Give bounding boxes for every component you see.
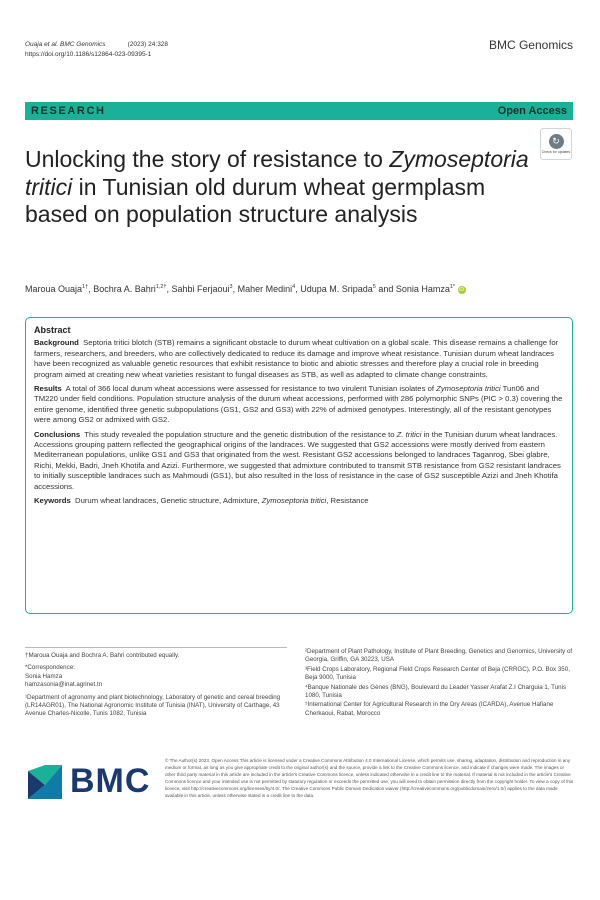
citation-authors: Ouaja et al. BMC Genomics [25, 41, 106, 48]
author-name[interactable]: Sahbi Ferjaoui [171, 284, 230, 294]
abstract-results: Results A total of 366 local durum wheat accessions were assessed for resistance to two virulent Tunisian isolates of Zymoseptoria tritici Tun06 and TM220 under field conditions. Population structure analysis of the durum wheat accessions, performed with 286 polymorphic SNPs (PIC > 0.3) covering the entire genome, identified three genetic subpopulations (GS1, GS2 and GS3) with 22% of admixed genotypes. Interestingly, all of the resistant genotypes were among GS2 or admixed with GS2. [34, 384, 563, 425]
footnotes-left [25, 648, 290, 723]
title-species: Zymoseptoria tritici [25, 146, 529, 200]
bmc-logo [28, 762, 150, 801]
footnote-affiliation-2: ²Department of Plant Pathology, Institute of Plant Breeding, Genetics and Genomics, University of Georgia, Griffin, GA 30223, USA [305, 648, 573, 664]
author-name[interactable]: Bochra A. Bahri [93, 284, 156, 294]
abstract-keywords: Keywords Durum wheat landraces, Genetic structure, Admixture, Zymoseptoria tritici, Resistance [34, 496, 369, 506]
author-name[interactable]: Maroua Ouaja [25, 284, 83, 294]
author-list: Maroua Ouaja$^{1\dagger}$, Bochra A. Bahri$^{1,2\dagger}$, Sahbi Ferjaoui$^3$, Maher Medini$^4$, Udupa M. Sripada$^5$ and Sonia Hamza$^{1*}$ iD [25, 284, 464, 294]
author-affiliation-mark: 3 [229, 284, 233, 290]
bmc-logo-icon [28, 765, 62, 799]
doi-link[interactable]: https://doi.org/10.1186/s12864-023-09395-1 [25, 51, 152, 58]
author-name[interactable]: Maher Medini [237, 284, 293, 294]
abstract-conclusions: Conclusions This study revealed the population structure and the genetic distribution of the resistance to Z. tritici in the Tunisian durum wheat landraces. Accessions grouping pattern reflected the geographical origins of the landraces. We suggested that GS2 accessions were mostly derived from eastern Mediterranean populations, unlike GS1 and GS3 that originated from the west. Resistant GS2 accessions belonged to landraces Taganrog, Sbei glabre, Richi, Mekki, Badri, Jneh Khotifa and Azizi. Furthermore, we suggested that admixture contributed to transmit STB resistance from GS2 resistant landraces to initially susceptible landraces such as Mahmoudi (GS1), but also resulted in the loss of resistance in the case of GS2 susceptible Azizi and Jneh Khotifa accessions. [34, 429, 561, 491]
section-label: RESEARCH [31, 105, 106, 117]
footnote-affiliation-5: ⁵International Center for Agricultural Research in the Dry Areas (ICARDA), Avenue Hafiane Cherkaoui, Rabat, Morocco [305, 701, 554, 717]
footnotes-right [305, 648, 575, 719]
bmc-logo-text: BMC [70, 762, 151, 800]
footnote-affiliation-4: ⁴Banque Nationale des Gènes (BNG), Boulevard du Leader Yasser Arafat Z.I Charguia 1, Tunis 1080, Tunisia [305, 683, 567, 700]
citation-year: (2023) 24:328 [127, 41, 169, 48]
open-access-label: Open Access [497, 105, 567, 117]
abstract-heading: Abstract [34, 325, 71, 335]
badge-text: Check for updates [541, 150, 571, 154]
citation-header [25, 40, 168, 60]
author-affiliation-mark: 1,2† [155, 284, 167, 290]
article-title: Unlocking the story of resistance to Zymoseptoria tritici in Tunisian old durum wheat germplasm based on population structure analysis [25, 146, 529, 227]
footnote-affiliation-3: ³Field Crops Laboratory, Regional Field Crops Research Center of Beja (CRRGC), P.O. Box 350, Beja 9000, Tunisia [305, 665, 570, 682]
author-affiliation-mark: 1† [82, 284, 89, 290]
author-name[interactable]: Udupa M. Sripada [300, 284, 373, 294]
footnote-correspondence: *Correspondence: Sonia Hamza hamzasonia@inat.agrinet.tn [25, 664, 103, 689]
author-affiliation-mark: 4 [292, 284, 296, 290]
footnote-equal-contribution: †Maroua Ouaja and Bochra A. Bahri contributed equally. [25, 652, 180, 659]
refresh-icon: ↻ [549, 134, 564, 149]
author-affiliation-mark: 5 [372, 284, 376, 290]
section-bar [25, 102, 573, 120]
author-affiliation-mark: 1* [449, 284, 456, 290]
footnote-affiliation-1: ¹Department of agronomy and plant biotechnology, Laboratory of genetic and cereal breeding (LR14AGR01), The National Agronomic Institute of Tunisia (INAT), University of Carthage, 43 Avenue Charles-Nicolle, Tunis 1082, Tunisia [25, 693, 281, 718]
author-name[interactable]: Sonia Hamza [395, 284, 450, 294]
footnote-divider [25, 647, 287, 648]
abstract-background: Background Septoria tritici blotch (STB) remains a significant obstacle to durum wheat cultivation on a global scale. This disease remains a challenge for farmers, researchers, and breeders, who are collectively dedicated to reduce its damage and improve wheat resistance. Tunisian durum wheat landraces have been recognized as valuable genetic resources that exhibit resistance to biotic and abiotic stresses and therefore play a crucial role in breeding program aimed at creating new wheat varieties resistant to fungal diseases as STB, as well as adapted to climate change constraints. [34, 338, 559, 379]
abstract-box [25, 317, 573, 614]
license-text: © The Author(s) 2023. Open Access This article is licensed under a Creative Commons Attribution 4.0 International License, which permits use, sharing, adaptation, distribution and reproduction in any medium or format, as long as you give appropriate credit to the original author(s) and the source, provide a link to the Creative Commons licence, and indicate if changes were made. The images or other third party material in this article are included in the article's Creative Commons licence, unless indicated otherwise in a credit line to the material. If material is not included in the article's Creative Commons licence and your intended use is not permitted by statutory regulation or exceeds the permitted use, you will need to obtain permission directly from the copyright holder. To view a copy of this licence, visit http://creativecommons.org/licenses/by/4.0/. The Creative Commons Public Domain Dedication waiver (http://creativecommons.org/publicdomain/zero/1.0/) applies to the data made available in this article, unless otherwise stated in a credit line to the data. [165, 758, 574, 798]
orcid-icon[interactable]: iD [459, 286, 464, 293]
journal-name: BMC Genomics [488, 38, 573, 52]
